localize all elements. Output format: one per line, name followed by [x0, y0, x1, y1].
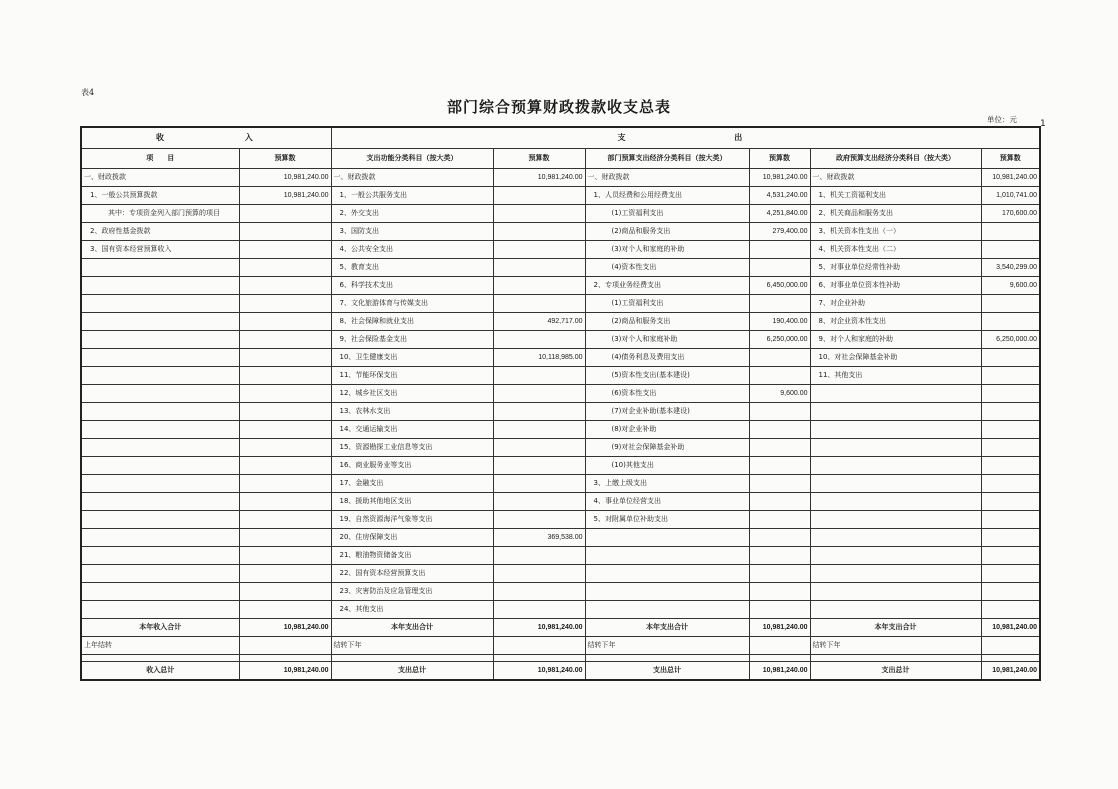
gov-econ-item [810, 547, 981, 565]
gov-econ-budget: 170,600.00 [981, 205, 1040, 223]
income-budget [239, 205, 331, 223]
income-budget [239, 385, 331, 403]
income-year-label: 本年收入合计 [81, 619, 239, 637]
year-total-row [81, 619, 1040, 637]
income-item [81, 349, 239, 367]
function-item: 15、资源勘探工业信息等支出 [331, 439, 493, 457]
spacer-row [81, 655, 1040, 662]
dept-econ-budget [749, 475, 810, 493]
dept-econ-item [585, 565, 749, 583]
dept-econ-item: (3)对个人和家庭补助 [585, 331, 749, 349]
income-budget [239, 313, 331, 331]
header-row-top [81, 127, 1040, 149]
function-budget [493, 511, 585, 529]
income-budget [239, 511, 331, 529]
dept-econ-item: 4、事业单位经营支出 [585, 493, 749, 511]
function-budget [493, 601, 585, 619]
gov-econ-budget [981, 385, 1040, 403]
income-budget: 10,981,240.00 [239, 187, 331, 205]
carry-out-label-1: 结转下年 [331, 637, 493, 655]
income-item: 3、国有资本经营预算收入 [81, 241, 239, 259]
expense-total-value-2: 10,981,240.00 [749, 662, 810, 681]
income-item [81, 313, 239, 331]
carry-out-value-3 [981, 637, 1040, 655]
gov-econ-item [810, 511, 981, 529]
col-dept: 部门预算支出经济分类科目（按大类） [585, 149, 749, 169]
gov-econ-budget: 3,540,299.00 [981, 259, 1040, 277]
dept-econ-budget: 4,531,240.00 [749, 187, 810, 205]
function-item: 9、社会保险基金支出 [331, 331, 493, 349]
expense-header-left: 支 [617, 133, 626, 142]
expense-total-label-3: 支出总计 [810, 662, 981, 681]
function-budget [493, 277, 585, 295]
function-budget [493, 259, 585, 277]
gov-econ-item [810, 475, 981, 493]
gov-econ-item: 一、财政拨款 [810, 169, 981, 187]
dept-econ-item: (10)其他支出 [585, 457, 749, 475]
dept-econ-budget [749, 421, 810, 439]
income-item [81, 331, 239, 349]
gov-econ-budget [981, 583, 1040, 601]
income-header [81, 127, 331, 149]
income-item [81, 403, 239, 421]
table-row [81, 367, 1040, 385]
income-budget [239, 529, 331, 547]
dept-econ-budget [749, 295, 810, 313]
table-row [81, 205, 1040, 223]
table-row [81, 457, 1040, 475]
function-budget [493, 403, 585, 421]
gov-econ-item [810, 565, 981, 583]
income-item [81, 565, 239, 583]
income-budget [239, 331, 331, 349]
income-item [81, 475, 239, 493]
gov-econ-item [810, 583, 981, 601]
gov-econ-item [810, 439, 981, 457]
expense-year-value-2: 10,981,240.00 [749, 619, 810, 637]
income-total-value: 10,981,240.00 [239, 662, 331, 681]
dept-econ-budget [749, 259, 810, 277]
grand-total-row [81, 662, 1040, 681]
function-budget [493, 331, 585, 349]
income-total-label: 收入总计 [81, 662, 239, 681]
gov-econ-budget [981, 511, 1040, 529]
function-budget [493, 367, 585, 385]
gov-econ-item [810, 403, 981, 421]
income-header-left: 收 [156, 133, 164, 142]
function-item: 一、财政拨款 [331, 169, 493, 187]
income-budget [239, 583, 331, 601]
function-budget: 10,118,985.00 [493, 349, 585, 367]
function-budget [493, 583, 585, 601]
function-budget [493, 547, 585, 565]
gov-econ-item [810, 529, 981, 547]
table-row [81, 583, 1040, 601]
table-row [81, 259, 1040, 277]
dept-econ-item: (5)资本性支出(基本建设) [585, 367, 749, 385]
carry-out-label-3: 结转下年 [810, 637, 981, 655]
col-budget: 预算数 [239, 149, 331, 169]
gov-econ-budget [981, 457, 1040, 475]
carry-out-value-2 [749, 637, 810, 655]
expense-year-value-1: 10,981,240.00 [493, 619, 585, 637]
dept-econ-item: (3)对个人和家庭的补助 [585, 241, 749, 259]
dept-econ-item: 1、人员经费和公用经费支出 [585, 187, 749, 205]
dept-econ-item: (2)商品和服务支出 [585, 223, 749, 241]
table-row [81, 169, 1040, 187]
income-item [81, 367, 239, 385]
expense-header-right: 出 [734, 133, 743, 142]
function-item: 24、其他支出 [331, 601, 493, 619]
gov-econ-budget [981, 313, 1040, 331]
income-budget [239, 403, 331, 421]
function-budget: 492,717.00 [493, 313, 585, 331]
dept-econ-budget [749, 457, 810, 475]
carry-in-value [239, 637, 331, 655]
function-budget [493, 565, 585, 583]
gov-econ-item: 9、对个人和家庭的补助 [810, 331, 981, 349]
income-item [81, 601, 239, 619]
income-budget [239, 259, 331, 277]
income-budget [239, 601, 331, 619]
gov-econ-budget [981, 223, 1040, 241]
table-row [81, 403, 1040, 421]
dept-econ-budget [749, 349, 810, 367]
col-budget2: 预算数 [493, 149, 585, 169]
table-row [81, 565, 1040, 583]
table-row [81, 331, 1040, 349]
dept-econ-item: (9)对社会保障基金补助 [585, 439, 749, 457]
function-item: 8、社会保障和就业支出 [331, 313, 493, 331]
table-number: 表4 [81, 88, 95, 97]
gov-econ-item [810, 421, 981, 439]
gov-econ-item [810, 457, 981, 475]
table-row [81, 385, 1040, 403]
income-item [81, 457, 239, 475]
dept-econ-budget: 4,251,840.00 [749, 205, 810, 223]
table-row [81, 493, 1040, 511]
col-item: 项 目 [81, 149, 239, 169]
income-budget [239, 421, 331, 439]
function-budget [493, 475, 585, 493]
function-item: 13、农林水支出 [331, 403, 493, 421]
expense-total-value-3: 10,981,240.00 [981, 662, 1040, 681]
gov-econ-budget [981, 601, 1040, 619]
table-row [81, 439, 1040, 457]
table-row [81, 313, 1040, 331]
income-year-value: 10,981,240.00 [239, 619, 331, 637]
gov-econ-budget [981, 475, 1040, 493]
dept-econ-budget [749, 403, 810, 421]
dept-econ-budget: 9,600.00 [749, 385, 810, 403]
gov-econ-item: 11、其他支出 [810, 367, 981, 385]
income-budget [239, 565, 331, 583]
expense-year-label-3: 本年支出合计 [810, 619, 981, 637]
dept-econ-item: 5、对附属单位补助支出 [585, 511, 749, 529]
function-budget [493, 223, 585, 241]
gov-econ-item [810, 493, 981, 511]
expense-header [331, 127, 1040, 149]
income-budget [239, 223, 331, 241]
function-budget [493, 421, 585, 439]
dept-econ-item: 一、财政拨款 [585, 169, 749, 187]
function-item: 1、一般公共服务支出 [331, 187, 493, 205]
function-budget [493, 241, 585, 259]
income-item [81, 259, 239, 277]
gov-econ-item [810, 385, 981, 403]
carry-out-value-1 [493, 637, 585, 655]
dept-econ-item: (7)对企业补助(基本建设) [585, 403, 749, 421]
gov-econ-item: 6、对事业单位资本性补助 [810, 277, 981, 295]
carry-in-label: 上年结转 [81, 637, 239, 655]
function-item: 4、公共安全支出 [331, 241, 493, 259]
dept-econ-budget: 190,400.00 [749, 313, 810, 331]
dept-econ-budget [749, 367, 810, 385]
function-item: 20、住房保障支出 [331, 529, 493, 547]
dept-econ-item: (4)债务利息及费用支出 [585, 349, 749, 367]
gov-econ-item: 1、机关工资福利支出 [810, 187, 981, 205]
function-item: 11、节能环保支出 [331, 367, 493, 385]
table-row [81, 241, 1040, 259]
header-row-columns [81, 149, 1040, 169]
gov-econ-budget [981, 367, 1040, 385]
gov-econ-item: 4、机关资本性支出（二） [810, 241, 981, 259]
col-func: 支出功能分类科目（按大类） [331, 149, 493, 169]
dept-econ-item: (2)商品和服务支出 [585, 313, 749, 331]
gov-econ-budget [981, 439, 1040, 457]
income-item [81, 547, 239, 565]
table-row [81, 421, 1040, 439]
gov-econ-budget [981, 295, 1040, 313]
income-item: 其中：专项资金列入部门预算的项目 [81, 205, 239, 223]
income-header-right: 入 [244, 133, 253, 142]
dept-econ-item: (8)对企业补助 [585, 421, 749, 439]
carry-out-label-2: 结转下年 [585, 637, 749, 655]
expense-year-value-3: 10,981,240.00 [981, 619, 1040, 637]
income-budget [239, 367, 331, 385]
dept-econ-budget [749, 439, 810, 457]
dept-econ-budget [749, 511, 810, 529]
income-item [81, 583, 239, 601]
col-budget4: 预算数 [981, 149, 1040, 169]
table-row [81, 277, 1040, 295]
dept-econ-item: (1)工资福利支出 [585, 295, 749, 313]
table-row [81, 295, 1040, 313]
gov-econ-item: 5、对事业单位经常性补助 [810, 259, 981, 277]
function-item: 22、国有资本经营预算支出 [331, 565, 493, 583]
table-row [81, 601, 1040, 619]
function-item: 12、城乡社区支出 [331, 385, 493, 403]
gov-econ-budget [981, 349, 1040, 367]
dept-econ-item: (1)工资福利支出 [585, 205, 749, 223]
income-budget: 10,981,240.00 [239, 169, 331, 187]
income-budget [239, 475, 331, 493]
dept-econ-budget: 10,981,240.00 [749, 169, 810, 187]
dept-econ-item: 2、专项业务经费支出 [585, 277, 749, 295]
income-item [81, 277, 239, 295]
dept-econ-budget [749, 241, 810, 259]
function-item: 6、科学技术支出 [331, 277, 493, 295]
gov-econ-budget [981, 421, 1040, 439]
dept-econ-item: (6)资本性支出 [585, 385, 749, 403]
gov-econ-item: 7、对企业补助 [810, 295, 981, 313]
expense-year-label-1: 本年支出合计 [331, 619, 493, 637]
function-item: 3、国防支出 [331, 223, 493, 241]
table-row [81, 349, 1040, 367]
dept-econ-budget [749, 565, 810, 583]
function-item: 14、交通运输支出 [331, 421, 493, 439]
function-budget [493, 385, 585, 403]
income-budget [239, 493, 331, 511]
function-budget: 369,538.00 [493, 529, 585, 547]
table-row [81, 511, 1040, 529]
income-budget [239, 349, 331, 367]
dept-econ-item [585, 547, 749, 565]
unit-label: 单位：元 [987, 115, 1017, 124]
income-item: 1、一般公共预算拨款 [81, 187, 239, 205]
table-row [81, 547, 1040, 565]
gov-econ-item: 8、对企业资本性支出 [810, 313, 981, 331]
gov-econ-budget [981, 241, 1040, 259]
gov-econ-item: 10、对社会保障基金补助 [810, 349, 981, 367]
income-item: 2、政府性基金拨款 [81, 223, 239, 241]
income-item [81, 421, 239, 439]
gov-econ-item [810, 601, 981, 619]
gov-econ-budget: 10,981,240.00 [981, 169, 1040, 187]
gov-econ-item: 2、机关商品和服务支出 [810, 205, 981, 223]
col-gov: 政府预算支出经济分类科目（按大类） [810, 149, 981, 169]
function-item: 18、援助其他地区支出 [331, 493, 493, 511]
dept-econ-item [585, 529, 749, 547]
income-item [81, 439, 239, 457]
function-budget: 10,981,240.00 [493, 169, 585, 187]
function-budget [493, 187, 585, 205]
function-item: 7、文化旅游体育与传媒支出 [331, 295, 493, 313]
gov-econ-budget [981, 529, 1040, 547]
gov-econ-budget: 9,600.00 [981, 277, 1040, 295]
income-item [81, 511, 239, 529]
dept-econ-budget [749, 493, 810, 511]
dept-econ-budget: 279,400.00 [749, 223, 810, 241]
expense-total-value-1: 10,981,240.00 [493, 662, 585, 681]
income-item [81, 385, 239, 403]
function-item: 5、教育支出 [331, 259, 493, 277]
function-item: 23、灾害防治及应急管理支出 [331, 583, 493, 601]
gov-econ-budget: 1,010,741.00 [981, 187, 1040, 205]
dept-econ-budget [749, 601, 810, 619]
dept-econ-item: 3、上缴上级支出 [585, 475, 749, 493]
dept-econ-item [585, 583, 749, 601]
table-row [81, 475, 1040, 493]
gov-econ-budget [981, 493, 1040, 511]
dept-econ-budget: 6,250,000.00 [749, 331, 810, 349]
gov-econ-budget [981, 565, 1040, 583]
table-row [81, 529, 1040, 547]
function-item: 17、金融支出 [331, 475, 493, 493]
page-title: 部门综合预算财政拨款收支总表 [446, 98, 671, 116]
expense-total-label-1: 支出总计 [331, 662, 493, 681]
function-budget [493, 493, 585, 511]
expense-year-label-2: 本年支出合计 [585, 619, 749, 637]
function-budget [493, 205, 585, 223]
income-budget [239, 295, 331, 313]
table-row [81, 223, 1040, 241]
dept-econ-budget [749, 583, 810, 601]
gov-econ-budget: 6,250,000.00 [981, 331, 1040, 349]
dept-econ-item [585, 601, 749, 619]
gov-econ-budget [981, 403, 1040, 421]
function-budget [493, 295, 585, 313]
dept-econ-budget [749, 529, 810, 547]
dept-econ-budget [749, 547, 810, 565]
income-budget [239, 241, 331, 259]
col-budget3: 预算数 [749, 149, 810, 169]
income-budget [239, 277, 331, 295]
expense-total-label-2: 支出总计 [585, 662, 749, 681]
function-budget [493, 457, 585, 475]
function-item: 19、自然资源海洋气象等支出 [331, 511, 493, 529]
function-item: 2、外交支出 [331, 205, 493, 223]
carry-row [81, 637, 1040, 655]
function-budget [493, 439, 585, 457]
income-budget [239, 547, 331, 565]
side-mark: 1 [1040, 119, 1046, 129]
income-item: 一、财政拨款 [81, 169, 239, 187]
gov-econ-item: 3、机关资本性支出（一） [810, 223, 981, 241]
income-budget [239, 439, 331, 457]
budget-table [80, 126, 1041, 681]
gov-econ-budget [981, 547, 1040, 565]
function-item: 16、商业服务业等支出 [331, 457, 493, 475]
income-item [81, 493, 239, 511]
table-row [81, 187, 1040, 205]
dept-econ-item: (4)资本性支出 [585, 259, 749, 277]
income-budget [239, 457, 331, 475]
income-item [81, 295, 239, 313]
function-item: 21、粮油物资储备支出 [331, 547, 493, 565]
function-item: 10、卫生健康支出 [331, 349, 493, 367]
income-item [81, 529, 239, 547]
dept-econ-budget: 6,450,000.00 [749, 277, 810, 295]
